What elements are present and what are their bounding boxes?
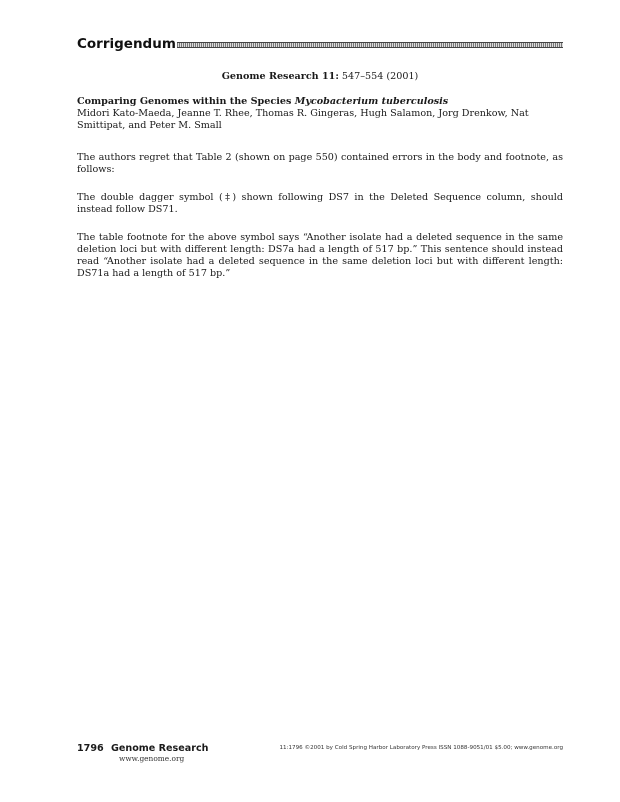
- paragraph-intro: The authors regret that Table 2 (shown on page 550) contained errors in the body and footnote, as follows:: [77, 152, 563, 175]
- page-header: [77, 34, 563, 54]
- article-title: [77, 96, 563, 108]
- paragraph-footnote-correction: The table footnote for the above symbol says “Another isolate had a deleted sequence in the same deletion loci but with different length: DS7a had a length of 517 bp.” This sentence should instead read “Another isolate had a deleted sequence in the same deletion loci but with different length: DS71a had a length of 517 bp.”: [77, 232, 563, 279]
- header-rule: [177, 42, 563, 48]
- journal-website: www.genome.org: [119, 754, 185, 763]
- article-authors: Midori Kato-Maeda, Jeanne T. Rhee, Thomas R. Gingeras, Hugh Salamon, Jorg Drenkow, Nat Smittipat, and Peter M. Small: [77, 108, 529, 131]
- article-body: [77, 96, 563, 296]
- journal-name: Genome Research: [111, 743, 209, 754]
- section-title: Corrigendum: [77, 36, 176, 52]
- paragraph-dagger-correction: The double dagger symbol (‡) shown following DS7 in the Deleted Sequence column, should instead follow DS71.: [77, 192, 563, 215]
- citation-journal-volume: Genome Research 11:: [221, 71, 339, 82]
- citation-pages-year: 547–554 (2001): [338, 71, 419, 82]
- citation: [77, 71, 563, 82]
- page-footer: [77, 743, 563, 767]
- article-title-species: Mycobacterium tuberculosis: [294, 96, 449, 107]
- article-title-prefix: Comparing Genomes within the Species: [77, 96, 295, 107]
- copyright-line: 11:1796 ©2001 by Cold Spring Harbor Laboratory Press ISSN 1088-9051/01 $5.00; www.genome.org: [279, 745, 563, 751]
- page-number: 1796: [77, 743, 104, 754]
